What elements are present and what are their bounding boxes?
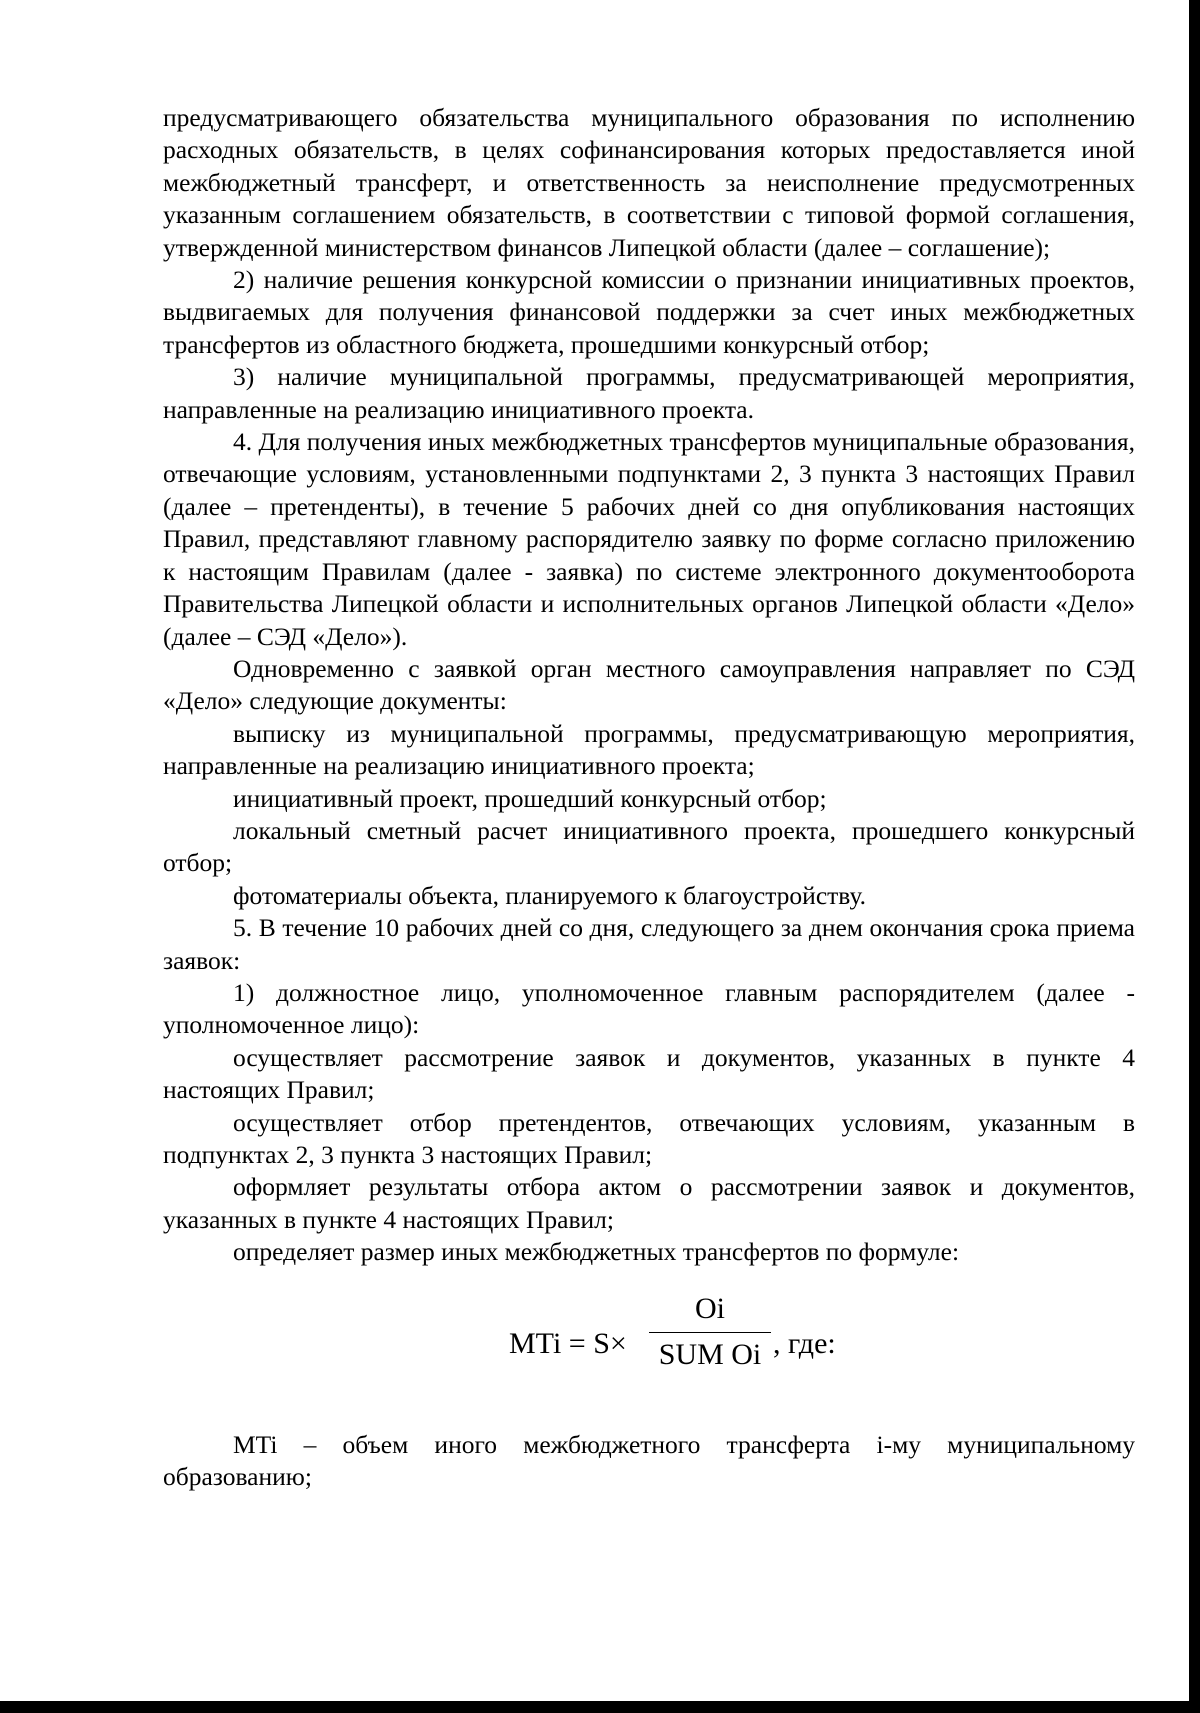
paragraph-section-5-review-period: 5. В течение 10 рабочих дней со дня, следующего за днем окончания срока приема заявок: bbox=[163, 913, 1135, 975]
formula-fraction bbox=[649, 1289, 771, 1375]
formula-right-side: , где: bbox=[773, 1326, 836, 1360]
page-edge-bottom bbox=[0, 1701, 1200, 1713]
paragraph-select-applicants: осуществляет отбор претендентов, отвечающих условиям, указанным в подпунктах 2, 3 пункта 3 настоящих Правил; bbox=[163, 1107, 1135, 1169]
paragraph-doc-photos: фотоматериалы объекта, планируемого к благоустройству. bbox=[233, 880, 867, 910]
paragraph-section-4-application: 4. Для получения иных межбюджетных трансфертов муниципальные образования, отвечающие условиям, установленными подпунктами 2, 3 пункта 3 настоящих Правил (далее – претенденты), в течение 5 рабочих дней со дня опубликования настоящих Правил, представляют главному распорядителю заявку по форме согласно приложению к настоящим Правилам (далее - заявка) по системе электронного документооборота Правительства Липецкой области и исполнительных органов Липецкой области «Дело» (далее – СЭД «Дело»). bbox=[163, 427, 1135, 651]
paragraph-doc-estimate: локальный сметный расчет инициативного проекта, прошедшего конкурсный отбор; bbox=[163, 815, 1135, 878]
transfer-formula bbox=[163, 1275, 1135, 1425]
paragraph-act-of-review: оформляет результаты отбора актом о рассмотрении заявок и документов, указанных в пункте 4 настоящих Правил; bbox=[163, 1172, 1135, 1234]
paragraph-review-applications: осуществляет рассмотрение заявок и документов, указанных в пункте 4 настоящих Правил; bbox=[163, 1042, 1135, 1105]
document-body bbox=[163, 102, 1135, 1493]
paragraph-doc-initiative-project: инициативный проект, прошедший конкурсный отбор; bbox=[233, 783, 827, 813]
formula-numerator: Oi bbox=[695, 1291, 725, 1325]
fraction-bar bbox=[649, 1332, 771, 1333]
paragraph-doc-program-extract: выписку из муниципальной программы, предусматривающую мероприятия, направленные на реализацию инициативного проекта; bbox=[163, 718, 1135, 781]
formula-denominator: SUM Oi bbox=[658, 1337, 762, 1371]
formula-left-side: MTi = S× bbox=[509, 1326, 627, 1360]
paragraph-item-2-commission-decision: 2) наличие решения конкурсной комиссии о признании инициативных проектов, выдвигаемых для получения финансовой поддержки за счет иных межбюджетных трансфертов из областного бюджета, прошедшими конкурсный отбор; bbox=[163, 265, 1135, 359]
paragraph-documents-intro: Одновременно с заявкой орган местного самоуправления направляет по СЭД «Дело» следующие документы: bbox=[163, 653, 1135, 716]
paragraph-formula-intro: определяет размер иных межбюджетных трансфертов по формуле: bbox=[233, 1237, 960, 1267]
paragraph-mti-definition: MTi – объем иного межбюджетного трансферта i-му муниципальному образованию; bbox=[163, 1429, 1135, 1492]
page-edge-right bbox=[1189, 0, 1200, 1713]
paragraph-item-3-municipal-program: 3) наличие муниципальной программы, предусматривающей мероприятия, направленные на реализацию инициативного проекта. bbox=[163, 362, 1135, 424]
paragraph-authorized-person: 1) должностное лицо, уполномоченное главным распорядителем (далее - уполномоченное лицо): bbox=[163, 977, 1135, 1040]
paragraph-agreement-continuation: предусматривающего обязательства муниципального образования по исполнению расходных обязательств, в целях софинансирования которых предоставляется иной межбюджетный трансферт, и ответственность за неисполнение предусмотренных указанным соглашением обязательств, в соответствии с типовой формой соглашения, утвержденной министерством финансов Липецкой области (далее – соглашение); bbox=[163, 103, 1135, 262]
